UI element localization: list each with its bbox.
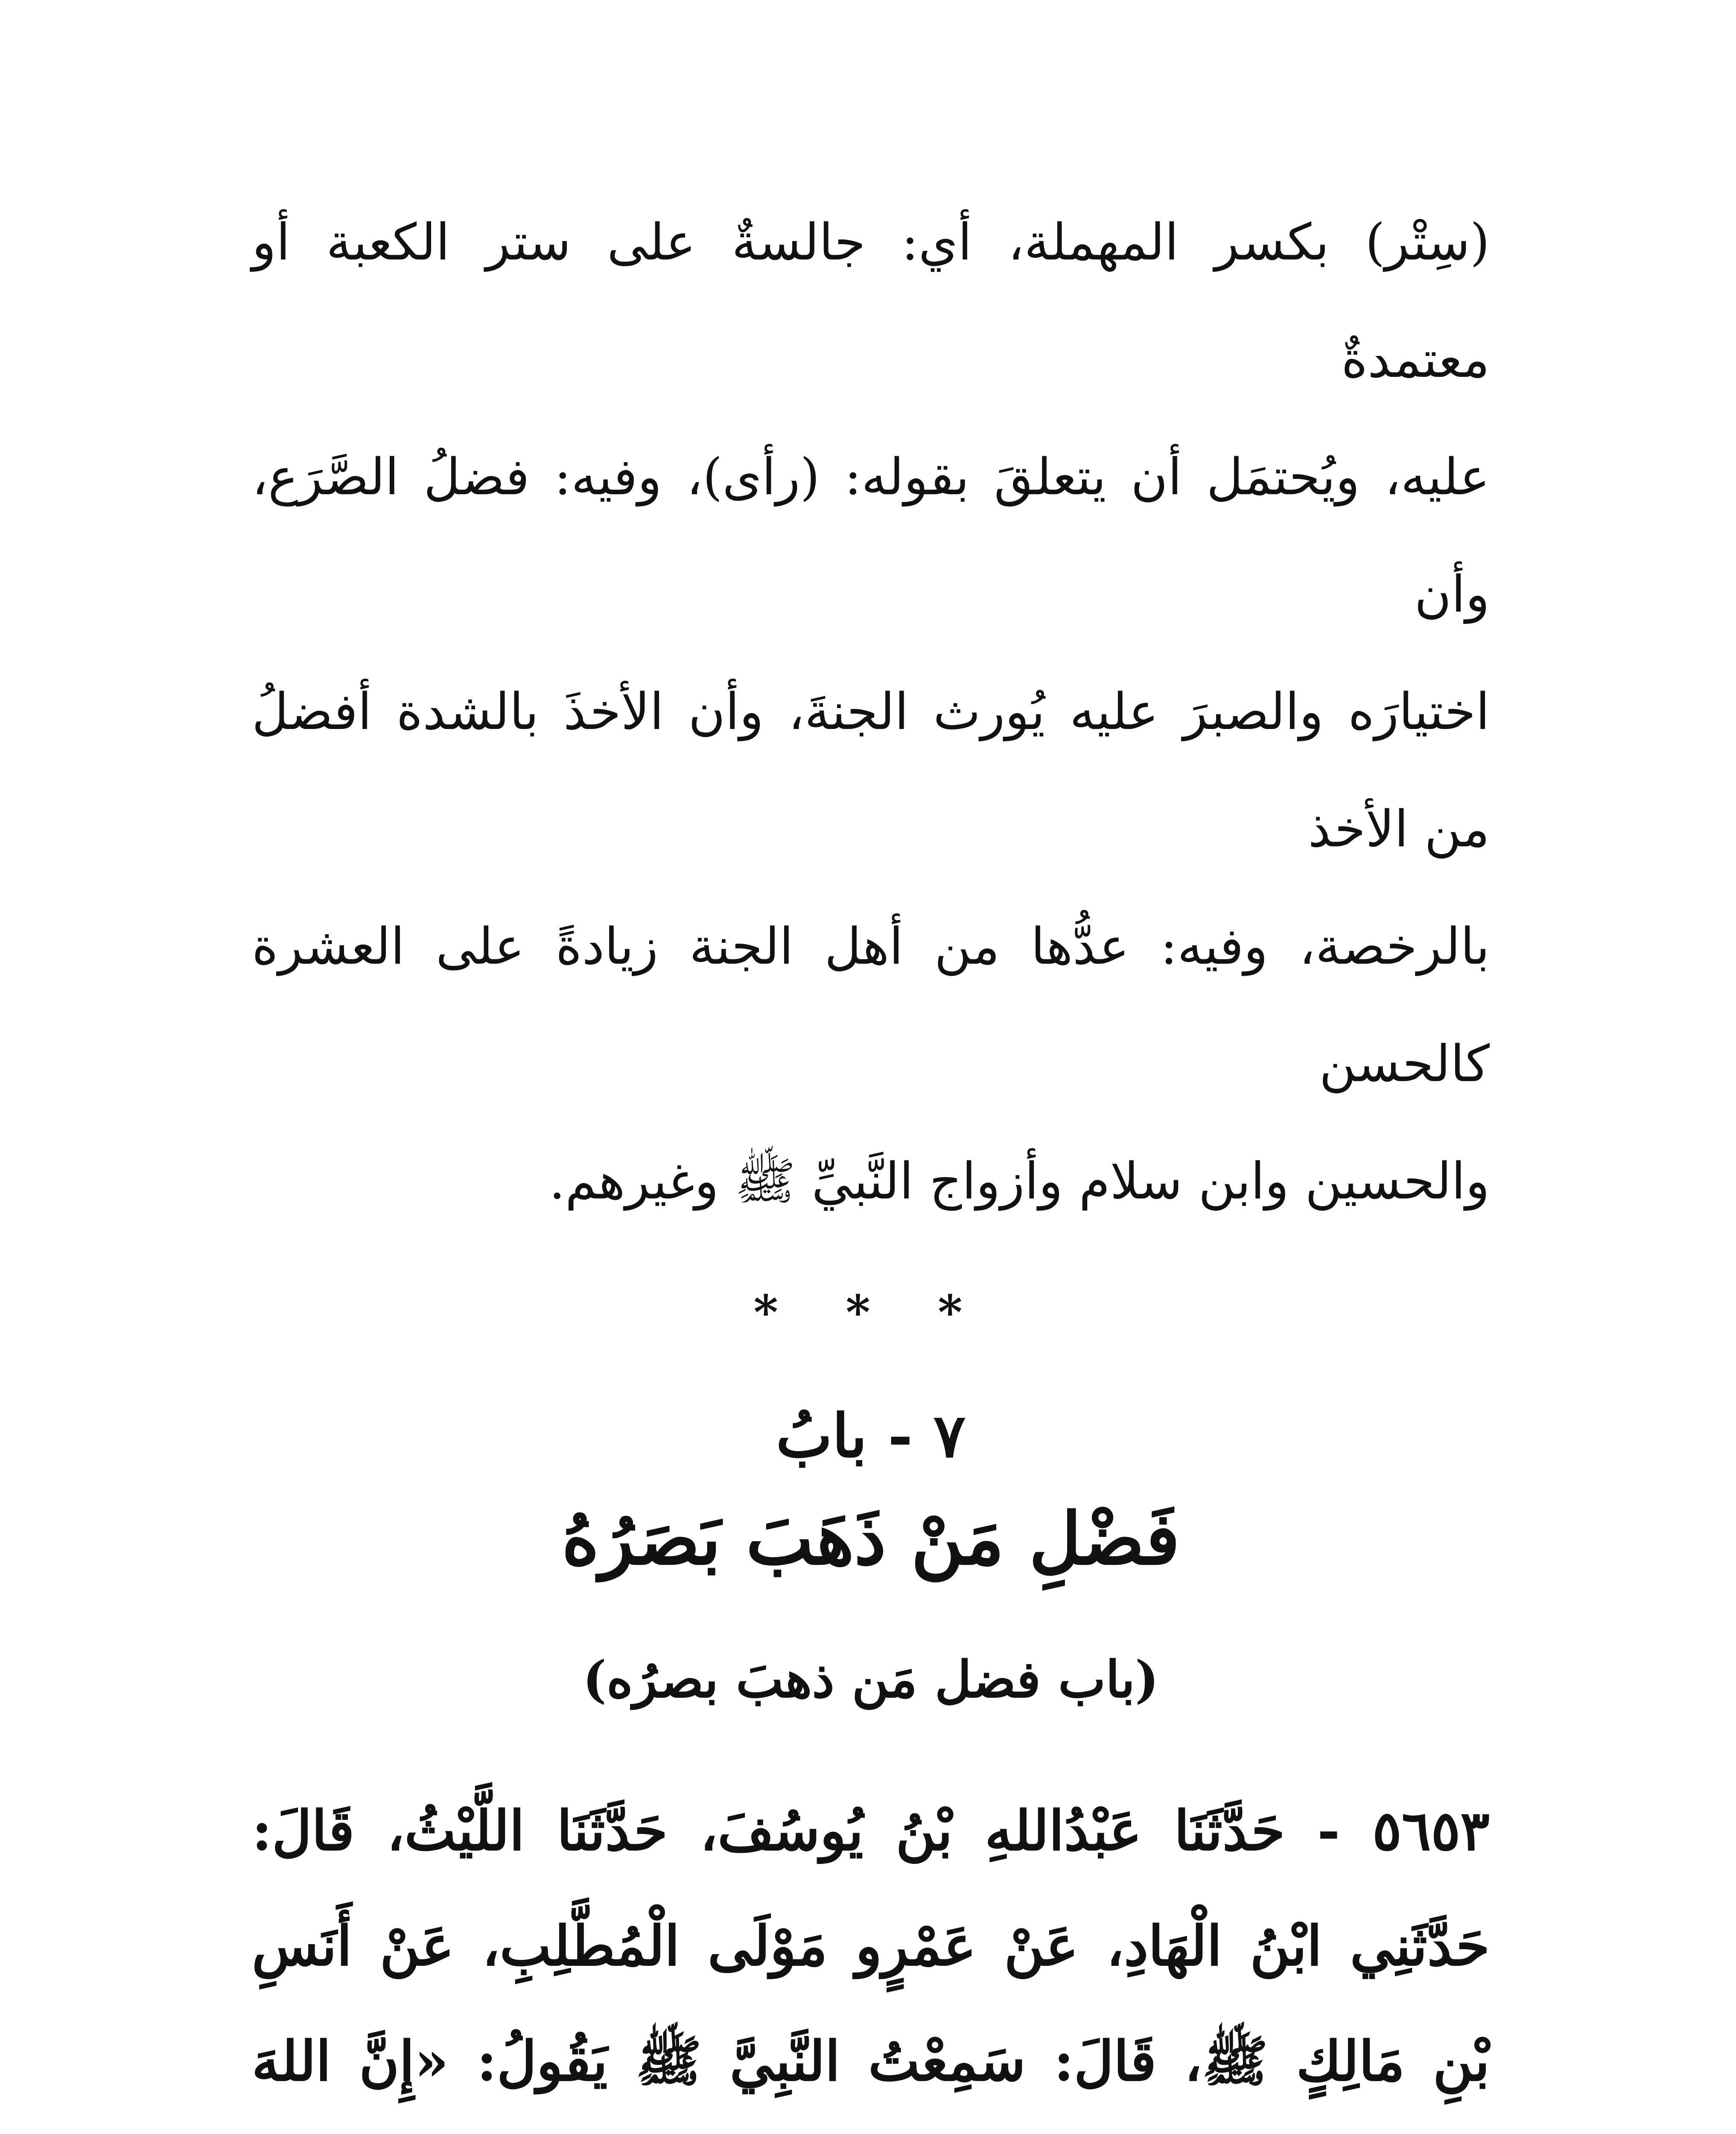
page-body — [252, 184, 1490, 2134]
commentary-top — [252, 184, 1490, 1240]
commentary-line: (سِتْر) بكسر المهملة، أي: جالسةٌ على ستر الكعبة أو معتمدةٌ — [252, 213, 1490, 389]
commentary-line: اختيارَه والصبرَ عليه يُورث الجنةَ، وأن الأخذَ بالشدة أفضلُ من الأخذ — [252, 682, 1490, 858]
commentary-line: والحسين وابن سلام وأزواج النَّبيِّ ﷺ وغيرهم. — [549, 1152, 1490, 1210]
hadith-text: ٥٦٥٣ - حَدَّثَنَا عَبْدُاللهِ بْنُ يُوسُفَ، حَدَّثَنَا اللَّيْثُ، قَالَ: حَدَّثَنِي ابْنُ الْهَادِ، عَنْ عَمْرٍو مَوْلَى الْمُطَّلِبِ، عَنْ أَنَسِ بْنِ مَالِكٍ ﷺ، قَالَ: سَمِعْتُ النَّبِيَّ ﷺ يَقُولُ: «إِنَّ اللهَ — [252, 1799, 1490, 2093]
chapter-number: ٧ - بابُ — [776, 1401, 966, 1471]
section-separator: * * * — [753, 1285, 988, 1340]
commentary-line: بالرخصة، وفيه: عدُّها من أهل الجنة زيادةً على العشرة كالحسن — [252, 917, 1490, 1093]
commentary-line: عليه، ويُحتمَل أن يتعلقَ بقوله: (رأى)، وفيه: فضلُ الصَّرَع، وأن — [252, 447, 1490, 624]
commentary-heading: (باب فضل مَن ذهبَ بصرُه) — [583, 1650, 1159, 1709]
chapter-title: فَضْلِ مَنْ ذَهَبَ بَصَرُهُ — [561, 1496, 1180, 1581]
